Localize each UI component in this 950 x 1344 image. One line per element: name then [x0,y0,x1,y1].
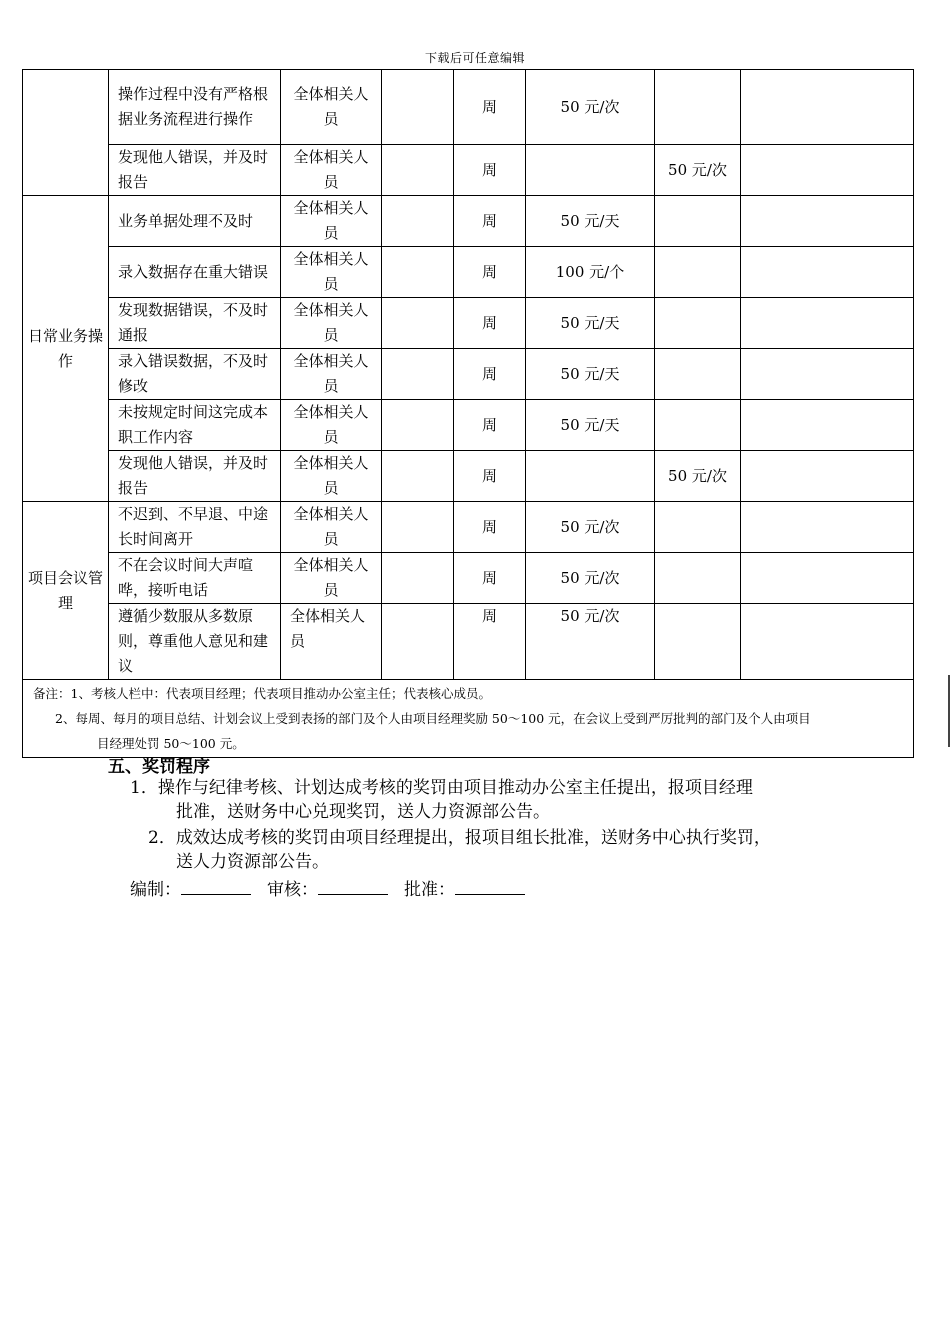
section-title: 五、奖罚程序 [108,757,210,777]
assessor-cell: 全体相关人员 [281,604,382,680]
reward-cell: 50 元/次 [655,145,741,196]
empty-cell [382,400,454,451]
item-cell: 发现数据错误，不及时通报 [109,298,281,349]
empty-cell [382,451,454,502]
empty-cell [382,349,454,400]
table-row [23,553,914,604]
procedure-item-2-continued: 送人力资源部公告。 [176,852,329,872]
empty-cell [382,70,454,145]
procedure-item-1-continued: 批准，送财务中心兑现奖罚，送人力资源部公告。 [176,802,550,822]
frequency-cell: 周 [454,400,526,451]
assessor-cell: 全体相关人员 [281,502,382,553]
table-row [23,145,914,196]
table-row [23,400,914,451]
notes-row [23,680,914,758]
empty-cell [741,349,914,400]
item-cell: 未按规定时间这完成本职工作内容 [109,400,281,451]
reward-cell [655,553,741,604]
item-cell: 不迟到、不早退、中途长时间离开 [109,502,281,553]
item-cell: 发现他人错误，并及时报告 [109,451,281,502]
reward-cell [655,400,741,451]
empty-cell [741,70,914,145]
empty-cell [382,298,454,349]
assessor-cell: 全体相关人员 [281,400,382,451]
penalty-cell [526,145,655,196]
item-cell: 操作过程中没有严格根据业务流程进行操作 [109,70,281,145]
reward-cell [655,604,741,680]
note-line-1: 备注：1、考核人栏中：代表项目经理；代表项目推动办公室主任；代表核心成员。 [33,686,491,701]
empty-cell [741,451,914,502]
reviewed-label: 审核： [267,880,318,900]
empty-cell [382,553,454,604]
reward-cell [655,70,741,145]
category-cell: 项目会议管理 [23,502,109,680]
reward-cell [655,502,741,553]
assessor-cell: 全体相关人员 [281,196,382,247]
reward-cell [655,247,741,298]
assessor-cell: 全体相关人员 [281,349,382,400]
empty-cell [741,553,914,604]
item-cell: 业务单据处理不及时 [109,196,281,247]
penalty-cell: 50 元/次 [526,70,655,145]
item-number: 2． [148,828,176,848]
empty-cell [741,604,914,680]
table-row [23,604,914,680]
table-row [23,196,914,247]
frequency-cell: 周 [454,247,526,298]
frequency-cell: 周 [454,70,526,145]
reward-cell [655,196,741,247]
frequency-cell: 周 [454,196,526,247]
frequency-cell: 周 [454,298,526,349]
assessor-cell: 全体相关人员 [281,298,382,349]
reward-cell: 50 元/次 [655,451,741,502]
frequency-cell: 周 [454,502,526,553]
frequency-cell: 周 [454,451,526,502]
penalty-cell [526,451,655,502]
penalty-cell: 50 元/次 [526,604,655,680]
table-row [23,349,914,400]
table-row [23,247,914,298]
assessor-cell: 全体相关人员 [281,145,382,196]
penalty-cell: 50 元/次 [526,553,655,604]
note-line-3: 目经理处罚 50～100 元。 [97,736,245,751]
empty-cell [741,400,914,451]
item-cell: 录入数据存在重大错误 [109,247,281,298]
assessment-table [22,69,914,758]
item-cell: 遵循少数服从多数原则，尊重他人意见和建议 [109,604,281,680]
empty-cell [741,298,914,349]
assessor-cell: 全体相关人员 [281,553,382,604]
approved-label: 批准： [404,880,455,900]
assessor-cell: 全体相关人员 [281,451,382,502]
empty-cell [741,145,914,196]
item-cell: 录入错误数据，不及时修改 [109,349,281,400]
penalty-cell: 50 元/天 [526,349,655,400]
frequency-cell: 周 [454,604,526,680]
penalty-cell: 50 元/天 [526,196,655,247]
penalty-cell: 100 元/个 [526,247,655,298]
category-cell: 日常业务操作 [23,196,109,502]
penalty-cell: 50 元/天 [526,298,655,349]
frequency-cell: 周 [454,349,526,400]
table-row [23,70,914,145]
item-cell: 不在会议时间大声喧哗，接听电话 [109,553,281,604]
empty-cell [741,196,914,247]
note-line-2: 2、每周、每月的项目总结、计划会议上受到表扬的部门及个人由项目经理奖励 50～100 元，在会议上受到严厉批判的部门及个人由项目 [55,711,811,726]
penalty-cell: 50 元/次 [526,502,655,553]
notes-cell [23,680,914,758]
approved-blank [455,876,525,895]
table-row [23,451,914,502]
frequency-cell: 周 [454,553,526,604]
table-row [23,298,914,349]
item-text: 操作与纪律考核、计划达成考核的奖罚由项目推动办公室主任提出，报项目经理 [157,778,753,798]
penalty-cell: 50 元/天 [526,400,655,451]
header-note: 下载后可任意编辑 [424,51,525,65]
compiled-label: 编制： [130,880,181,900]
category-cell [23,70,109,196]
empty-cell [382,247,454,298]
reward-cell [655,349,741,400]
procedure-item-2 [148,826,771,850]
empty-cell [741,502,914,553]
empty-cell [382,604,454,680]
empty-cell [382,196,454,247]
compiled-blank [181,876,251,895]
table-row [23,502,914,553]
item-text: 成效达成考核的奖罚由项目经理提出，报项目组长批准，送财务中心执行奖罚， [175,828,771,848]
assessor-cell: 全体相关人员 [281,70,382,145]
frequency-cell: 周 [454,145,526,196]
signoff-line [130,876,541,902]
item-number: 1． [130,778,158,798]
item-cell: 发现他人错误，并及时报告 [109,145,281,196]
reward-cell [655,298,741,349]
assessor-cell: 全体相关人员 [281,247,382,298]
reviewed-blank [318,876,388,895]
empty-cell [382,145,454,196]
empty-cell [741,247,914,298]
procedure-item-1 [130,776,753,800]
empty-cell [382,502,454,553]
